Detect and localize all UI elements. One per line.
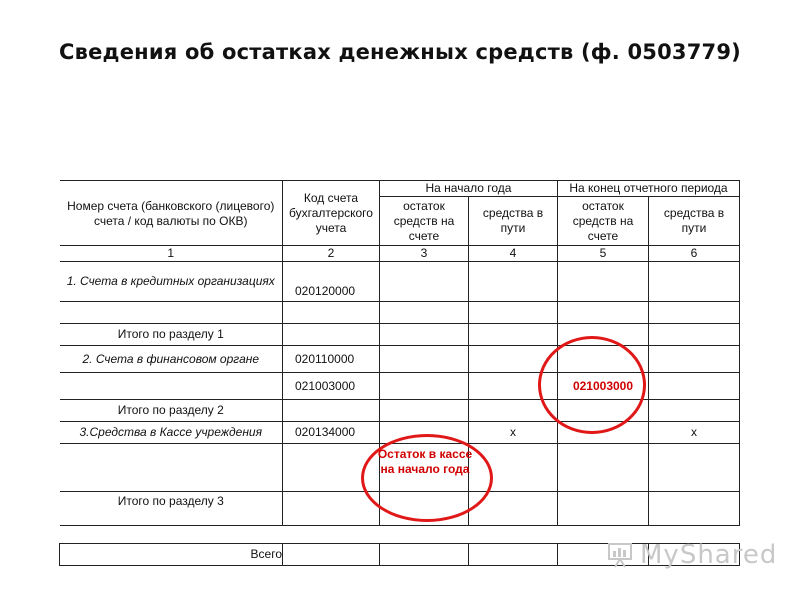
table-cell — [649, 302, 740, 324]
cash-balance-note: Остаток в кассе на начало года — [377, 447, 473, 476]
column-number: 2 — [283, 246, 380, 262]
header-end-balance: остаток средств на счете — [558, 197, 649, 246]
table-cell — [649, 400, 740, 422]
table-cell — [380, 262, 469, 302]
table-cell — [60, 373, 283, 400]
section2-label: 2. Счета в финансовом органе — [60, 346, 283, 373]
highlighted-code: 021003000 — [558, 373, 649, 400]
table-cell — [60, 302, 283, 324]
table-cell — [558, 324, 649, 346]
spacer — [60, 526, 283, 544]
spacer — [283, 526, 380, 544]
table-cell — [649, 492, 740, 526]
table-cell — [380, 492, 469, 526]
subtotal-3: Итого по разделу 3 — [60, 492, 283, 526]
table-cell — [649, 262, 740, 302]
table-cell — [380, 302, 469, 324]
table-cell — [558, 492, 649, 526]
table-cell — [380, 422, 469, 444]
total-label: Всего — [60, 544, 283, 566]
table-cell — [558, 444, 649, 492]
header-start-balance: остаток средств на счете — [380, 197, 469, 246]
table-cell — [649, 324, 740, 346]
table-cell — [469, 492, 558, 526]
header-end-of-period: На конец отчетного периода — [558, 181, 740, 197]
table-cell — [558, 346, 649, 373]
section3-col4-mark: x — [469, 422, 558, 444]
table-cell — [380, 346, 469, 373]
table-cell — [380, 373, 469, 400]
table-cell — [283, 400, 380, 422]
table-cell — [469, 302, 558, 324]
table-cell — [283, 324, 380, 346]
section3-col6-mark: x — [649, 422, 740, 444]
section3-code: 020134000 — [283, 422, 380, 444]
section1-label: 1. Счета в кредитных организациях — [60, 262, 283, 302]
table-cell — [380, 400, 469, 422]
table-cell — [558, 302, 649, 324]
table-cell — [380, 324, 469, 346]
table-cell — [469, 324, 558, 346]
spacer — [558, 526, 649, 544]
column-number: 4 — [469, 246, 558, 262]
header-end-transit: средства в пути — [649, 197, 740, 246]
column-number: 5 — [558, 246, 649, 262]
balances-table — [59, 180, 740, 566]
header-start-transit: средства в пути — [469, 197, 558, 246]
total-cell — [558, 544, 649, 566]
page-title: Сведения об остатках денежных средств (ф. 0503779) — [59, 40, 741, 64]
table-cell — [469, 400, 558, 422]
spacer — [380, 526, 469, 544]
table-cell — [469, 444, 558, 492]
column-number: 1 — [60, 246, 283, 262]
balances-table-container — [59, 180, 740, 566]
header-start-of-year: На начало года — [380, 181, 558, 197]
subtotal-1: Итого по разделу 1 — [60, 324, 283, 346]
spacer — [469, 526, 558, 544]
subtotal-2: Итого по разделу 2 — [60, 400, 283, 422]
header-account-number: Номер счета (банковского (лицевого) счета / код валюты по ОКВ) — [60, 181, 283, 246]
column-number: 3 — [380, 246, 469, 262]
table-cell — [649, 373, 740, 400]
table-cell — [469, 346, 558, 373]
watermark-text: MyShared — [640, 540, 778, 570]
table-cell — [558, 262, 649, 302]
table-cell — [283, 302, 380, 324]
section3-label: 3.Средства в Кассе учреждения — [60, 422, 283, 444]
table-cell — [283, 444, 380, 492]
table-cell — [558, 422, 649, 444]
header-account-code: Код счета бухгалтерского учета — [283, 181, 380, 246]
table-cell — [283, 492, 380, 526]
section2-code: 020110000 — [283, 346, 380, 373]
presentation-board-icon — [606, 540, 634, 568]
section1-code: 020120000 — [283, 262, 380, 302]
total-cell — [283, 544, 380, 566]
table-cell — [649, 444, 740, 492]
table-cell — [649, 346, 740, 373]
total-cell — [380, 544, 469, 566]
section2-code-2: 021003000 — [283, 373, 380, 400]
table-cell — [469, 262, 558, 302]
total-cell — [469, 544, 558, 566]
table-cell — [469, 373, 558, 400]
table-cell — [60, 444, 283, 492]
column-number: 6 — [649, 246, 740, 262]
table-cell — [558, 400, 649, 422]
